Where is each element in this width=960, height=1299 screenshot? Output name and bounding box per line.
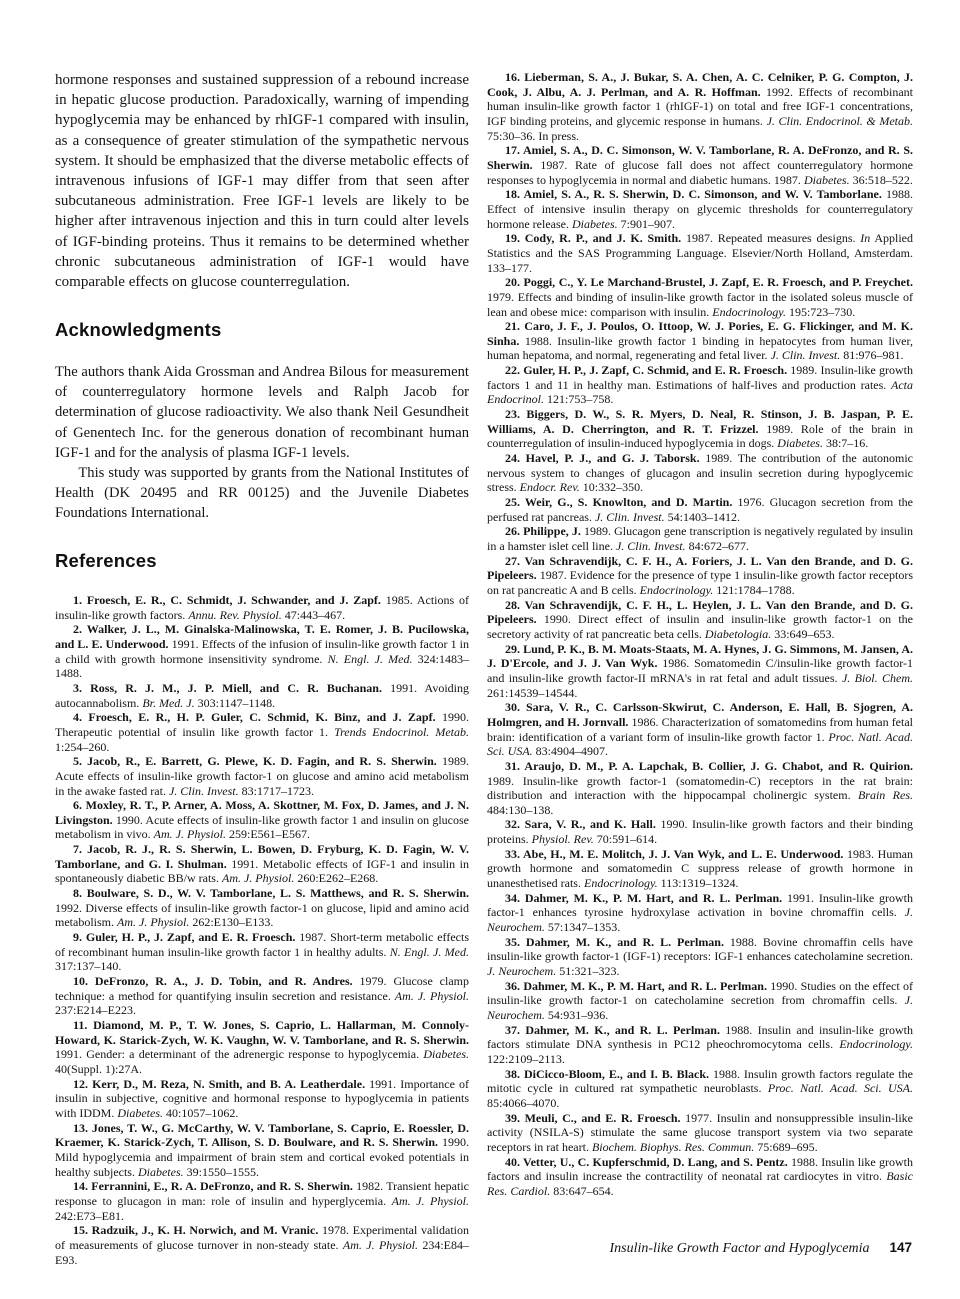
reference-item: 25. Weir, G., S. Knowlton, and D. Martin. 1976. Glucagon secretion from the perfused rat pancreas. J. Clin. Invest. 54:1403–1412. [487, 495, 913, 524]
reference-item: 21. Caro, J. F., J. Poulos, O. Ittoop, W. J. Pories, E. G. Flickinger, and M. K. Sinha. 1988. Insulin-like growth factor 1 binding in hepatocytes from human liver, human hepatoma, and normal, regenerating and fetal liver. J. Clin. Invest. 81:976–981. [487, 319, 913, 363]
acknowledgments-paragraph-2: This study was supported by grants from the National Institutes of Health (DK 20495 and RR 00125) and the Juvenile Diabetes Foundations International. [55, 464, 469, 521]
acknowledgments-paragraph-1: The authors thank Aida Grossman and Andrea Bilous for measurement of counterregulatory hormone levels and Ralph Jacob for determination of glucose radioactivity. We also thank Neil Gesundheit of Genentech Inc. for the generous donation of recombinant human IGF-1 and for the analysis of plasma IGF-1 levels. [55, 364, 469, 461]
references-list-left [55, 593, 469, 1267]
left-column [55, 70, 469, 1267]
reference-item: 20. Poggi, C., Y. Le Marchand-Brustel, J. Zapf, E. R. Froesch, and P. Freychet. 1979. Effects and binding of insulin-like growth factor in the isolated soleus muscle of lean and obese mice: comparison with insulin. Endocrinology. 195:723–730. [487, 275, 913, 319]
reference-item: 39. Meuli, C., and E. R. Froesch. 1977. Insulin and nonsuppressible insulin-like activity (NSILA-S) stimulate the same glucose transport system via two separate receptors in rat heart. Biochem. Biophys. Res. Commun. 75:689–695. [487, 1110, 913, 1154]
body-paragraph: hormone responses and sustained suppression of a rebound increase in hepatic glucose production. Paradoxically, warning of impending hypoglycemia may be enhanced by rhIGF-1 compared with insulin, as a consequence of greater stimulation of the sympathetic nervous system. It should be emphasized that the diverse metabolic effects of intravenous infusions of IGF-1 may differ from that seen after subcutaneous administration. Free IGF-1 levels are likely to be higher after intravenous injection and this in turn could alter levels of IGF-binding proteins. Thus it remains to be determined whether chronic subcutaneous administration of IGF-1 would have comparable effects on glucose counterregulation. [55, 72, 469, 291]
reference-item: 36. Dahmer, M. K., P. M. Hart, and R. L. Perlman. 1990. Studies on the effect of insulin-like growth factor-1 on catecholamine secretion from chromaffin cells. J. Neurochem. 54:931–936. [487, 978, 913, 1022]
reference-item: 4. Froesch, E. R., H. P. Guler, C. Schmid, K. Binz, and J. Zapf. 1990. Therapeutic potential of insulin like growth factor 1. Trends Endocrinol. Metab. 1:254–260. [55, 710, 469, 754]
reference-item: 15. Radzuik, J., K. H. Norwich, and M. Vranic. 1978. Experimental validation of measurements of glucose turnover in non-steady state. Am. J. Physiol. 234:E84–E93. [55, 1223, 469, 1267]
reference-item: 13. Jones, T. W., G. McCarthy, W. V. Tamborlane, S. Caprio, E. Roessler, D. Kraemer, K. Starick-Zych, T. Allison, S. D. Boulware, and R. S. Sherwin. 1990. Mild hypoglycemia and impairment of brain stem and cortical evoked potentials in healthy subjects. Diabetes. 39:1550–1555. [55, 1120, 469, 1179]
reference-item: 7. Jacob, R. J., R. S. Sherwin, L. Bowen, D. Fryburg, K. D. Fagin, W. V. Tamborlane, and G. I. Shulman. 1991. Metabolic effects of IGF-1 and insulin in spontaneously diabetic BB/w rats. Am. J. Physiol. 260:E262–E268. [55, 842, 469, 886]
reference-item: 5. Jacob, R., E. Barrett, G. Plewe, K. D. Fagin, and R. S. Sherwin. 1989. Acute effects of insulin-like growth factor-1 on glucose and amino acid metabolism in the awake fasted rat. J. Clin. Invest. 83:1717–1723. [55, 754, 469, 798]
reference-item: 8. Boulware, S. D., W. V. Tamborlane, L. S. Matthews, and R. S. Sherwin. 1992. Diverse effects of insulin-like growth factor-1 on glucose, lipid and amino acid metabolism. Am. J. Physiol. 262:E130–E133. [55, 886, 469, 930]
acknowledgments-heading: Acknowledgments [55, 319, 222, 341]
footer [609, 1239, 912, 1257]
references-heading: References [55, 549, 157, 571]
page-number: 147 [889, 1240, 912, 1255]
reference-item: 19. Cody, R. P., and J. K. Smith. 1987. Repeated measures designs. In Applied Statistics and the SAS Programming Language. Elsevier/North Holland, Amsterdam. 133–177. [487, 231, 913, 275]
reference-item: 40. Vetter, U., C. Kupferschmid, D. Lang, and S. Pentz. 1988. Insulin like growth factors and insulin increase the contractility of neonatal rat cardiocytes in vitro. Basic Res. Cardiol. 83:647–654. [487, 1154, 913, 1198]
reference-item: 24. Havel, P. J., and G. J. Taborsk. 1989. The contribution of the autonomic nervous system to changes of glucagon and insulin secretion during hypoglycemic stress. Endocr. Rev. 10:332–350. [487, 451, 913, 495]
right-column [487, 70, 913, 1199]
reference-item: 22. Guler, H. P., J. Zapf, C. Schmid, and E. R. Froesch. 1989. Insulin-like growth factors 1 and 11 in healthy man. Estimations of half-lives and production rates. Acta Endocrinol. 121:753–758. [487, 363, 913, 407]
reference-item: 18. Amiel, S. A., R. S. Sherwin, D. C. Simonson, and W. V. Tamborlane. 1988. Effect of intensive insulin therapy on glycemic thresholds for counterregulatory hormone release. Diabetes. 7:901–907. [487, 187, 913, 231]
reference-item: 3. Ross, R. J. M., J. P. Miell, and C. R. Buchanan. 1991. Avoiding autocannabolism. Br. Med. J. 303:1147–1148. [55, 680, 469, 710]
reference-item: 34. Dahmer, M. K., P. M. Hart, and R. L. Perlman. 1991. Insulin-like growth factor-1 enhances tyrosine hydroxylase activation in bovine chromaffin cells. J. Neurochem. 57:1347–1353. [487, 890, 913, 935]
references-list-right [487, 70, 913, 1199]
reference-item: 1. Froesch, E. R., C. Schmidt, J. Schwander, and J. Zapf. 1985. Actions of insulin-like growth factors. Annu. Rev. Physiol. 47:443–467. [55, 592, 469, 622]
reference-item: 38. DiCicco-Bloom, E., and I. B. Black. 1988. Insulin growth factors regulate the mitotic cycle in cultured rat sympathetic neuroblasts. Proc. Natl. Acad. Sci. USA. 85:4066–4070. [487, 1066, 913, 1110]
reference-item: 12. Kerr, D., M. Reza, N. Smith, and B. A. Leatherdale. 1991. Importance of insulin in subjective, cognitive and hormonal response to hypoglycemia in patients with IDDM. Diabetes. 40:1057–1062. [55, 1076, 469, 1120]
reference-item: 23. Biggers, D. W., S. R. Myers, D. Neal, R. Stinson, J. B. Jaspan, P. E. Williams, A. D. Cherrington, and R. T. Frizzel. 1989. Role of the brain in counterregulation of insulin-induced hypoglycemia in dogs. Diabetes. 38:7–16. [487, 407, 914, 451]
reference-item: 26. Philippe, J. 1989. Glucagon gene transcription is negatively regulated by insulin in a hamster islet cell line. J. Clin. Invest. 84:672–677. [487, 524, 913, 553]
reference-item: 9. Guler, H. P., J. Zapf, and E. R. Froesch. 1987. Short-term metabolic effects of recombinant human insulin-like growth factor 1 in healthy adults. N. Engl. J. Med. 317:137–140. [55, 930, 469, 974]
reference-item: 11. Diamond, M. P., T. W. Jones, S. Caprio, L. Hallarman, M. Connoly-Howard, K. Starick-Zych, W. K. Vaughn, W. V. Tamborlane, and R. S. Sherwin. 1991. Gender: a determinant of the adrenergic response to hypoglycemia. Diabetes. 40(Suppl. 1):27A. [55, 1018, 469, 1076]
reference-item: 27. Van Schravendijk, C. F. H., A. Foriers, J. L. Van den Brande, and D. G. Pipeleers. 1987. Evidence for the presence of type 1 insulin-like growth factor receptors on rat pancreatic A and B cells. Endocrinology. 121:1784–1788. [487, 553, 913, 597]
reference-item: 32. Sara, V. R., and K. Hall. 1990. Insulin-like growth factors and their binding proteins. Physiol. Rev. 70:591–614. [487, 817, 913, 847]
reference-item: 10. DeFronzo, R. A., J. D. Tobin, and R. Andres. 1979. Glucose clamp technique: a method for quantifying insulin secretion and resistance. Am. J. Physiol. 237:E214–E223. [55, 974, 469, 1018]
reference-item: 33. Abe, H., M. E. Molitch, J. J. Van Wyk, and L. E. Underwood. 1983. Human growth hormone and somatomedin C suppress release of growth hormone in unanesthetised rats. Endocrinology. 113:1319–1324. [487, 846, 913, 891]
reference-item: 29. Lund, P. K., B. M. Moats-Staats, M. A. Hynes, J. G. Simmons, M. Jansen, A. J. D'Ercole, and J. J. Van Wyk. 1986. Somatomedin C/insulin-like growth factor-1 and insulin-like growth factor-II mRNA's in rat fetal and adult tissues. J. Biol. Chem. 261:14539–14544. [487, 641, 914, 700]
running-title: Insulin-like Growth Factor and Hypoglycemia [609, 1241, 870, 1256]
reference-item: 31. Araujo, D. M., P. A. Lapchak, B. Collier, J. G. Chabot, and R. Quirion. 1989. Insulin-like growth factor-1 (somatomedin-C) receptors in the rat brain: distribution and interaction with the hippocampal cholinergic system. Brain Res. 484:130–138. [487, 758, 913, 817]
reference-item: 17. Amiel, S. A., D. C. Simonson, W. V. Tamborlane, R. A. DeFronzo, and R. S. Sherwin. 1987. Rate of glucose fall does not affect counterregulatory hormone responses to hypoglycemia in normal and diabetic humans. 1987. Diabetes. 36:518–522. [487, 143, 913, 187]
reference-item: 6. Moxley, R. T., P. Arner, A. Moss, A. Skottner, M. Fox, D. James, and J. N. Livingston. 1990. Acute effects of insulin-like growth factor 1 and insulin on glucose metabolism in vivo. Am. J. Physiol. 259:E561–E567. [55, 798, 469, 842]
reference-item: 14. Ferrannini, E., R. A. DeFronzo, and R. S. Sherwin. 1982. Transient hepatic response to glucagon in man: role of insulin and hyperglycemia. Am. J. Physiol. 242:E73–E81. [55, 1179, 470, 1223]
reference-item: 37. Dahmer, M. K., and R. L. Perlman. 1988. Insulin and insulin-like growth factors stimulate DNA synthesis in PC12 pheochromocytoma cells. Endocrinology. 122:2109–2113. [487, 1022, 913, 1066]
reference-item: 28. Van Schravendijk, C. F. H., L. Heylen, J. L. Van den Brande, and D. G. Pipeleers. 1990. Direct effect of insulin and insulin-like growth factor-1 on the secretory activity of rat pancreatic beta cells. Diabetologia. 33:649–653. [487, 597, 913, 641]
reference-item: 30. Sara, V. R., C. Carlsson-Skwirut, C. Anderson, E. Hall, B. Sjogren, A. Holmgren, and H. Jornvall. 1986. Characterization of somatomedins from human fetal brain: identification of a variant form of insulin-like growth factor 1. Proc. Natl. Acad. Sci. USA. 83:4904–4907. [487, 700, 914, 759]
reference-item: 2. Walker, J. L., M. Ginalska-Malinowska, T. E. Romer, J. B. Pucilowska, and L. E. Underwood. 1991. Effects of the infusion of insulin-like growth factor 1 in a child with growth hormone insensitivity syndrome. N. Engl. J. Med. 324:1483–1488. [55, 622, 469, 681]
reference-item: 35. Dahmer, M. K., and R. L. Perlman. 1988. Bovine chromaffin cells have insulin-like growth factor-1 (IGF-1) receptors: IGF-1 enhances catecholamine secretion. J. Neurochem. 51:321–323. [487, 934, 913, 979]
reference-item: 16. Lieberman, S. A., J. Bukar, S. A. Chen, A. C. Celniker, P. G. Compton, J. Cook, J. Albu, A. J. Perlman, and A. R. Hoffman. 1992. Effects of recombinant human insulin-like growth factor 1 (rhIGF-1) on total and free IGF-1 concentrations, IGF binding proteins, and glycemic response in humans. J. Clin. Endocrinol. & Metab. 75:30–36. In press. [487, 70, 914, 143]
